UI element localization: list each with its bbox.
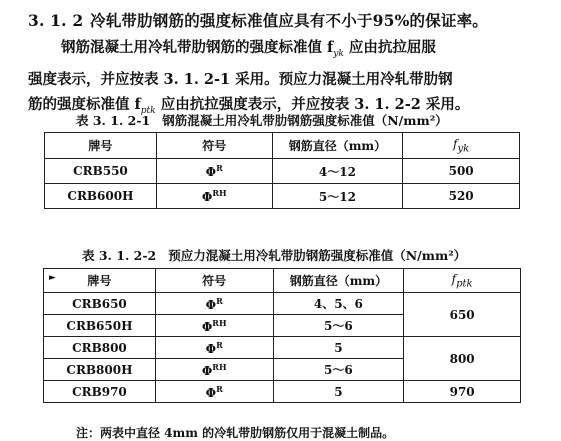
fptk-subscript: ptk xyxy=(140,105,156,116)
table2-header-diameter: 钢筋直径（mm） xyxy=(273,269,404,293)
table2-caption-text: 预应力混凝土用冷轧带肋钢筋强度标准值（N/mm²） xyxy=(168,248,467,263)
table1-caption-number: 表 3. 1. 2-1 xyxy=(76,113,151,128)
table2-header-strength: $f_{ptk}$ xyxy=(404,269,521,293)
table1-header-diameter: 钢筋直径（mm） xyxy=(272,133,403,159)
table1-header-strength: $f_{yk}$ xyxy=(403,133,520,159)
fyk-subscript: yk xyxy=(333,48,344,59)
table2 xyxy=(43,268,521,403)
paragraph-line-3: 筋的强度标准值 $f_{ptk}$ 应由抗拉强度表示，并应按表 3. 1. 2-2 采用。 xyxy=(28,95,470,116)
table-row: CRB650 $\Phi^R$ 4、5、6 650 xyxy=(44,293,521,315)
table-row: CRB600H $\Phi^{RH}$ 5～12 520 xyxy=(45,184,520,209)
table-note: 注：两表中直径 4mm 的冷轧带肋钢筋仅用于混凝土制品。 xyxy=(76,426,395,440)
table1 xyxy=(44,132,520,209)
table2-header-symbol: 符号 xyxy=(155,269,273,293)
table2-header-row xyxy=(44,269,521,293)
table1-header-grade: 牌号 xyxy=(45,133,157,159)
table1-caption-text: 钢筋混凝土用冷轧带肋钢筋强度标准值（N/mm²） xyxy=(162,113,448,128)
table2-value-group1: 650 xyxy=(404,293,521,337)
table-row: CRB970 $\Phi^R$ 5 970 xyxy=(44,381,521,403)
table1-caption xyxy=(76,111,448,129)
table2-caption-number: 表 3. 1. 2-2 xyxy=(82,248,157,263)
table2-value-group2: 800 xyxy=(404,337,521,381)
table1-header-symbol: 符号 xyxy=(156,133,272,159)
paragraph-line-1: 钢筋混凝土用冷轧带肋钢筋的强度标准值 $f_{yk}$ 应由抗拉屈服 xyxy=(61,39,436,59)
row-marker-icon: ► xyxy=(49,273,56,283)
paragraph-line-2: 强度表示，并应按表 3. 1. 2-1 采用。预应力混凝土用冷轧带肋钢 xyxy=(28,70,453,88)
table2-caption xyxy=(82,246,466,264)
table-row: CRB650H $\Phi^{RH}$ 5～6 xyxy=(44,315,521,337)
table-row: CRB550 $\Phi^R$ 4～12 500 xyxy=(45,159,520,184)
table-row: CRB800H $\Phi^{RH}$ 5～6 xyxy=(44,359,521,381)
clause-heading xyxy=(28,9,488,31)
table-row: CRB800 $\Phi^R$ 5 800 xyxy=(44,337,521,359)
table1-header-row xyxy=(45,133,520,159)
clause-title: 冷轧带肋钢筋的强度标准值应具有不小于95%的保证率。 xyxy=(90,11,488,30)
table2-value-group3: 970 xyxy=(404,381,521,403)
table2-header-grade: ► 牌号 xyxy=(44,269,156,293)
clause-number: 3. 1. 2 xyxy=(28,11,84,30)
